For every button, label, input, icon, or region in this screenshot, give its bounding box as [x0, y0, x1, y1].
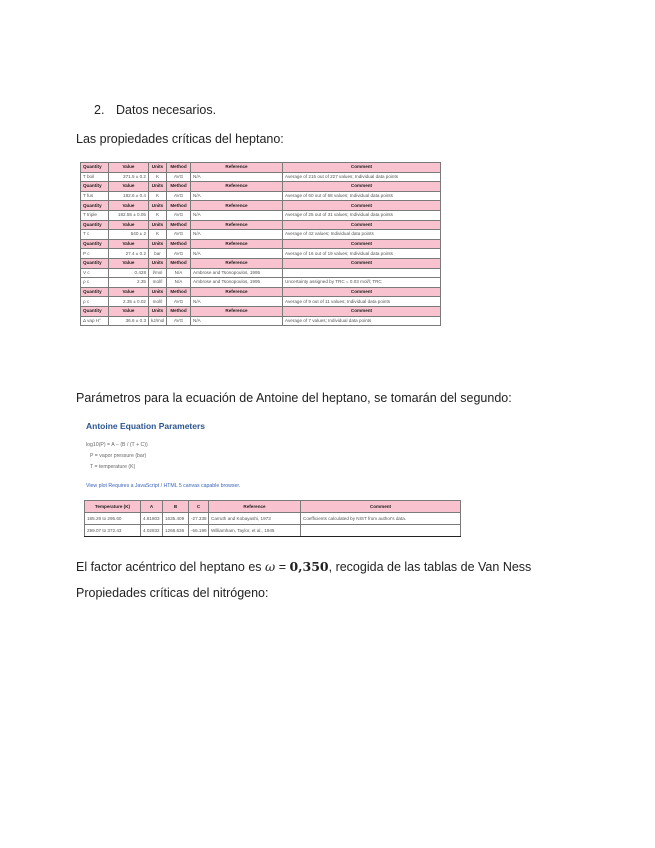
- crit-cell-units: mol/l: [149, 278, 167, 288]
- crit-header-method: Method: [167, 287, 191, 297]
- paragraph-heptane-critical: Las propiedades críticas del heptano:: [76, 132, 284, 146]
- crit-cell-comment: Uncertainty assigned by TRC = 0.03 mol/l; TRC: [283, 278, 441, 288]
- crit-header-value: Value: [109, 239, 149, 249]
- crit-header-value: Value: [109, 163, 149, 173]
- table-row: [81, 268, 441, 278]
- antoine-cell-b: 1268.636: [163, 525, 189, 537]
- crit-cell-units: l/mol: [149, 268, 167, 278]
- crit-header-row: [81, 258, 441, 268]
- crit-cell-reference: N/A: [191, 191, 283, 201]
- crit-cell-method[interactable]: AVG: [167, 230, 191, 240]
- acentric-text-before: El factor acéntrico del heptano es: [76, 560, 266, 574]
- crit-cell-value: 27.4 ± 0.2: [109, 249, 149, 259]
- crit-header-quantity: Quantity: [81, 258, 109, 268]
- crit-header-comment: Comment: [283, 182, 441, 192]
- crit-header-quantity: Quantity: [81, 182, 109, 192]
- crit-cell-quantity: T c: [81, 230, 109, 240]
- crit-cell-quantity: T triple: [81, 210, 109, 220]
- crit-header-units: Units: [149, 239, 167, 249]
- crit-header-method: Method: [167, 258, 191, 268]
- crit-cell-quantity: Δ vap H°: [81, 316, 109, 326]
- table-row: [81, 297, 441, 307]
- antoine-cell-comment: Coefficients calculated by NIST from author's data.: [301, 513, 461, 525]
- crit-cell-value: 540 ± 2: [109, 230, 149, 240]
- crit-cell-comment: Average of 215 out of 227 values; Individual data points: [283, 172, 441, 182]
- crit-cell-method[interactable]: AVG: [167, 210, 191, 220]
- crit-header-reference: Reference: [191, 287, 283, 297]
- antoine-cell-comment: [301, 525, 461, 537]
- crit-header-reference: Reference: [191, 220, 283, 230]
- crit-header-quantity: Quantity: [81, 201, 109, 211]
- crit-header-quantity: Quantity: [81, 287, 109, 297]
- table-row: [81, 278, 441, 288]
- paragraph-acentric-factor: [76, 559, 531, 574]
- crit-cell-reference: N/A: [191, 172, 283, 182]
- crit-cell-value: 2.35: [109, 278, 149, 288]
- crit-header-row: [81, 163, 441, 173]
- crit-cell-method[interactable]: AVG: [167, 297, 191, 307]
- antoine-t-definition: T = temperature (K): [90, 464, 136, 470]
- crit-cell-units: K: [149, 191, 167, 201]
- crit-cell-quantity: ρ c: [81, 297, 109, 307]
- crit-header-value: Value: [109, 258, 149, 268]
- table-row: [81, 316, 441, 326]
- crit-header-comment: Comment: [283, 258, 441, 268]
- view-plot-link[interactable]: View plot Requires a JavaScript / HTML 5 canvas capable browser.: [86, 483, 241, 489]
- table-row: [85, 513, 461, 525]
- antoine-reference-link[interactable]: Carruth and Kobayashi, 1973: [209, 513, 301, 525]
- acentric-text-after: , recogida de las tablas de Van Ness: [328, 560, 532, 574]
- crit-cell-reference: N/A: [191, 297, 283, 307]
- crit-header-value: Value: [109, 220, 149, 230]
- antoine-cell-c: -56.199: [189, 525, 209, 537]
- antoine-cell-a: 4.81803: [141, 513, 163, 525]
- antoine-table: [84, 500, 461, 537]
- crit-header-quantity: Quantity: [81, 306, 109, 316]
- antoine-header-reference: Reference: [209, 501, 301, 513]
- antoine-title: Antoine Equation Parameters: [86, 421, 206, 431]
- equals-sign: =: [275, 560, 290, 574]
- crit-cell-reference[interactable]: Ambrose and Tsonopoulos, 1995: [191, 268, 283, 278]
- crit-cell-comment: Average of 16 out of 19 values; Individual data points: [283, 249, 441, 259]
- antoine-cell-b: 1635.409: [163, 513, 189, 525]
- crit-header-reference: Reference: [191, 239, 283, 249]
- antoine-p-definition: P = vapor pressure (bar): [90, 453, 147, 459]
- crit-cell-reference: N/A: [191, 210, 283, 220]
- antoine-header-temp: Temperature (K): [85, 501, 141, 513]
- table-row: [81, 191, 441, 201]
- crit-header-value: Value: [109, 182, 149, 192]
- crit-header-reference: Reference: [191, 306, 283, 316]
- crit-cell-method[interactable]: AVG: [167, 249, 191, 259]
- crit-cell-quantity: T fus: [81, 191, 109, 201]
- table-row: [81, 230, 441, 240]
- crit-cell-reference[interactable]: Ambrose and Tsonopoulos, 1995: [191, 278, 283, 288]
- crit-cell-reference: N/A: [191, 249, 283, 259]
- crit-cell-quantity: P c: [81, 249, 109, 259]
- section-heading: [94, 103, 216, 117]
- section-title: Datos necesarios.: [116, 103, 217, 117]
- crit-cell-comment: [283, 268, 441, 278]
- crit-header-value: Value: [109, 306, 149, 316]
- crit-header-row: [81, 182, 441, 192]
- antoine-cell-temp: 299.07 to 372.43: [85, 525, 141, 537]
- crit-cell-value: 0.428: [109, 268, 149, 278]
- crit-header-method: Method: [167, 239, 191, 249]
- crit-header-units: Units: [149, 287, 167, 297]
- crit-cell-units: mol/l: [149, 297, 167, 307]
- paragraph-nitrogen-critical: Propiedades críticas del nitrógeno:: [76, 586, 269, 600]
- crit-header-reference: Reference: [191, 258, 283, 268]
- crit-cell-reference: N/A: [191, 316, 283, 326]
- crit-header-comment: Comment: [283, 163, 441, 173]
- table-row: [81, 210, 441, 220]
- crit-cell-units: K: [149, 172, 167, 182]
- antoine-cell-temp: 185.29 to 295.60: [85, 513, 141, 525]
- crit-header-row: [81, 220, 441, 230]
- crit-cell-units: kJ/mol: [149, 316, 167, 326]
- crit-header-units: Units: [149, 163, 167, 173]
- crit-cell-value: 182.6 ± 0.4: [109, 191, 149, 201]
- crit-header-value: Value: [109, 201, 149, 211]
- crit-header-quantity: Quantity: [81, 239, 109, 249]
- antoine-header-b: B: [163, 501, 189, 513]
- crit-header-units: Units: [149, 220, 167, 230]
- crit-cell-value: 182.55 ± 0.05: [109, 210, 149, 220]
- crit-header-comment: Comment: [283, 239, 441, 249]
- crit-header-value: Value: [109, 287, 149, 297]
- crit-header-quantity: Quantity: [81, 163, 109, 173]
- crit-cell-quantity: V c: [81, 268, 109, 278]
- crit-header-comment: Comment: [283, 306, 441, 316]
- antoine-header-a: A: [141, 501, 163, 513]
- crit-header-comment: Comment: [283, 201, 441, 211]
- crit-header-reference: Reference: [191, 163, 283, 173]
- crit-header-row: [81, 239, 441, 249]
- crit-header-units: Units: [149, 258, 167, 268]
- critical-properties-table: [80, 162, 441, 326]
- crit-header-reference: Reference: [191, 201, 283, 211]
- crit-header-method: Method: [167, 163, 191, 173]
- crit-cell-value: 2.35 ± 0.02: [109, 297, 149, 307]
- crit-cell-value: 371.5 ± 0.2: [109, 172, 149, 182]
- crit-header-comment: Comment: [283, 220, 441, 230]
- crit-cell-method: N/A: [167, 278, 191, 288]
- crit-header-units: Units: [149, 182, 167, 192]
- crit-cell-comment: Average of 25 out of 31 values; Individual data points: [283, 210, 441, 220]
- crit-cell-quantity: ρ c: [81, 278, 109, 288]
- crit-cell-comment: Average of 7 values; Individual data points: [283, 316, 441, 326]
- crit-header-method: Method: [167, 306, 191, 316]
- antoine-equation: log10(P) = A − (B / (T + C)): [86, 442, 148, 448]
- acentric-value: 0,350: [289, 559, 329, 574]
- crit-cell-value: 36.6 ± 0.3: [109, 316, 149, 326]
- crit-cell-units: bar: [149, 249, 167, 259]
- antoine-cell-a: 4.02832: [141, 525, 163, 537]
- crit-header-method: Method: [167, 201, 191, 211]
- table-row: [81, 172, 441, 182]
- crit-cell-comment: Average of 42 values; Individual data points: [283, 230, 441, 240]
- section-number: 2.: [94, 103, 105, 117]
- crit-cell-units: K: [149, 230, 167, 240]
- crit-header-reference: Reference: [191, 182, 283, 192]
- crit-cell-method: N/A: [167, 268, 191, 278]
- crit-cell-comment: Average of 60 out of 68 values; Individual data points: [283, 191, 441, 201]
- crit-cell-comment: Average of 9 out of 11 values; Individual data points: [283, 297, 441, 307]
- crit-header-method: Method: [167, 182, 191, 192]
- table-row: [81, 249, 441, 259]
- crit-cell-units: K: [149, 210, 167, 220]
- crit-cell-quantity: T boil: [81, 172, 109, 182]
- antoine-header-row: [85, 501, 461, 513]
- omega-symbol: ω: [265, 559, 276, 574]
- crit-header-comment: Comment: [283, 287, 441, 297]
- crit-header-row: [81, 306, 441, 316]
- crit-header-units: Units: [149, 201, 167, 211]
- antoine-header-comment: Comment: [301, 501, 461, 513]
- antoine-cell-c: -27.338: [189, 513, 209, 525]
- paragraph-antoine: Parámetros para la ecuación de Antoine del heptano, se tomarán del segundo:: [76, 391, 512, 405]
- crit-cell-reference: N/A: [191, 230, 283, 240]
- crit-cell-method[interactable]: AVG: [167, 191, 191, 201]
- crit-header-row: [81, 201, 441, 211]
- crit-cell-method[interactable]: AVG: [167, 172, 191, 182]
- crit-header-row: [81, 287, 441, 297]
- crit-header-quantity: Quantity: [81, 220, 109, 230]
- antoine-reference-link[interactable]: Williamham, Taylor, et al., 1945: [209, 525, 301, 537]
- table-row: [85, 525, 461, 537]
- antoine-header-c: C: [189, 501, 209, 513]
- crit-header-method: Method: [167, 220, 191, 230]
- crit-cell-method[interactable]: AVG: [167, 316, 191, 326]
- crit-header-units: Units: [149, 306, 167, 316]
